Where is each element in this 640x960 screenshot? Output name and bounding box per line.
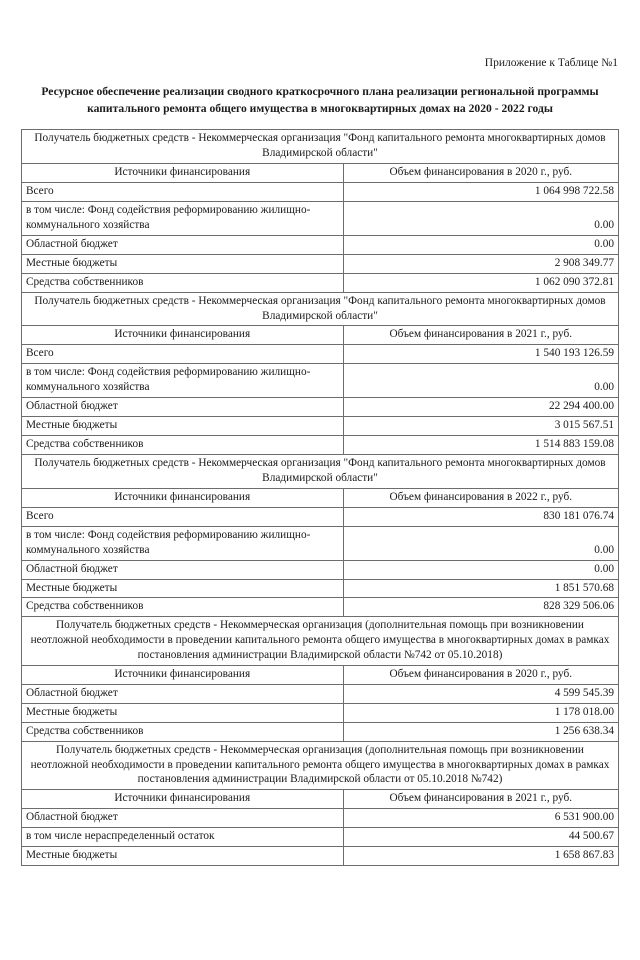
column-header-source: Источники финансирования [22, 326, 344, 345]
row-source-label: Средства собственников [22, 273, 344, 292]
row-amount-value: 1 256 638.34 [343, 722, 618, 741]
row-source-label: Местные бюджеты [22, 417, 344, 436]
column-header-amount: Объем финансирования в 2021 г., руб. [343, 326, 618, 345]
row-amount-value: 1 178 018.00 [343, 703, 618, 722]
row-amount-value: 4 599 545.39 [343, 684, 618, 703]
section-header-row [22, 741, 619, 790]
row-source-label: Областной бюджет [22, 560, 344, 579]
section-header-row [22, 454, 619, 488]
column-header-source: Источники финансирования [22, 488, 344, 507]
row-source-label: Местные бюджеты [22, 847, 344, 866]
row-source-label: в том числе: Фонд содействия реформированию жилищно-коммунального хозяйства [22, 364, 344, 398]
row-amount-value: 3 015 567.51 [343, 417, 618, 436]
column-header-amount: Объем финансирования в 2020 г., руб. [343, 164, 618, 183]
table-row [22, 703, 619, 722]
section-recipient-header: Получатель бюджетных средств - Некоммерческая организация "Фонд капитального ремонта многоквартирных домов Владимирской области" [22, 292, 619, 326]
section-recipient-header: Получатель бюджетных средств - Некоммерческая организация (дополнительная помощь при возникновении неотложной необходимости в проведении капитального ремонта общего имущества в многоквартирных домах в рамках постановления администрации Владимирской области от 05.10.2018 №742) [22, 741, 619, 790]
row-source-label: Всего [22, 507, 344, 526]
row-amount-value: 22 294 400.00 [343, 398, 618, 417]
row-amount-value: 2 908 349.77 [343, 254, 618, 273]
table-row [22, 183, 619, 202]
table-row [22, 364, 619, 398]
column-header-source: Источники финансирования [22, 666, 344, 685]
row-amount-value: 1 064 998 722.58 [343, 183, 618, 202]
section-header-row [22, 617, 619, 666]
page-title-line-2: капитального ремонта общего имущества в многоквартирных домах на 2020 - 2022 годы [87, 101, 553, 115]
row-amount-value: 1 540 193 126.59 [343, 345, 618, 364]
column-header-row [22, 488, 619, 507]
row-source-label: в том числе нераспределенный остаток [22, 828, 344, 847]
row-amount-value: 0.00 [343, 364, 618, 398]
section-header-row [22, 292, 619, 326]
table-row [22, 235, 619, 254]
table-row [22, 579, 619, 598]
section-recipient-header: Получатель бюджетных средств - Некоммерческая организация "Фонд капитального ремонта многоквартирных домов Владимирской области" [22, 130, 619, 164]
table-row [22, 398, 619, 417]
row-source-label: Всего [22, 345, 344, 364]
column-header-amount: Объем финансирования в 2022 г., руб. [343, 488, 618, 507]
row-source-label: Всего [22, 183, 344, 202]
row-amount-value: 1 851 570.68 [343, 579, 618, 598]
row-amount-value: 828 329 506.06 [343, 598, 618, 617]
financing-table-body [22, 130, 619, 866]
column-header-amount: Объем финансирования в 2020 г., руб. [343, 666, 618, 685]
row-amount-value: 6 531 900.00 [343, 809, 618, 828]
column-header-source: Источники финансирования [22, 790, 344, 809]
row-source-label: Областной бюджет [22, 398, 344, 417]
row-amount-value: 1 514 883 159.08 [343, 436, 618, 455]
column-header-row [22, 164, 619, 183]
row-source-label: Местные бюджеты [22, 579, 344, 598]
table-row [22, 345, 619, 364]
document-page [0, 56, 640, 960]
section-recipient-header: Получатель бюджетных средств - Некоммерческая организация "Фонд капитального ремонта многоквартирных домов Владимирской области" [22, 454, 619, 488]
column-header-row [22, 790, 619, 809]
table-row [22, 598, 619, 617]
page-title-line-1: Ресурсное обеспечение реализации сводного краткосрочного плана реализации региональной программы [41, 85, 599, 99]
row-source-label: Местные бюджеты [22, 703, 344, 722]
row-amount-value: 0.00 [343, 560, 618, 579]
section-recipient-header: Получатель бюджетных средств - Некоммерческая организация (дополнительная помощь при возникновении неотложной необходимости в проведении капитального ремонта общего имущества в многоквартирных домах в рамках постановления администрации Владимирской области №742 от 05.10.2018) [22, 617, 619, 666]
row-amount-value: 830 181 076.74 [343, 507, 618, 526]
row-source-label: Областной бюджет [22, 684, 344, 703]
table-row [22, 526, 619, 560]
row-source-label: Областной бюджет [22, 235, 344, 254]
row-amount-value: 0.00 [343, 235, 618, 254]
row-amount-value: 1 658 867.83 [343, 847, 618, 866]
row-amount-value: 0.00 [343, 526, 618, 560]
row-amount-value: 44 500.67 [343, 828, 618, 847]
row-source-label: Средства собственников [22, 722, 344, 741]
table-row [22, 507, 619, 526]
table-row [22, 828, 619, 847]
table-row [22, 684, 619, 703]
table-row [22, 809, 619, 828]
row-source-label: Областной бюджет [22, 809, 344, 828]
row-source-label: Средства собственников [22, 436, 344, 455]
page-title [21, 84, 619, 117]
section-header-row [22, 130, 619, 164]
table-row [22, 722, 619, 741]
row-amount-value: 1 062 090 372.81 [343, 273, 618, 292]
row-source-label: Местные бюджеты [22, 254, 344, 273]
column-header-row [22, 326, 619, 345]
row-source-label: Средства собственников [22, 598, 344, 617]
column-header-row [22, 666, 619, 685]
row-source-label: в том числе: Фонд содействия реформированию жилищно-коммунального хозяйства [22, 201, 344, 235]
table-row [22, 273, 619, 292]
column-header-source: Источники финансирования [22, 164, 344, 183]
column-header-amount: Объем финансирования в 2021 г., руб. [343, 790, 618, 809]
table-row [22, 560, 619, 579]
row-source-label: в том числе: Фонд содействия реформированию жилищно-коммунального хозяйства [22, 526, 344, 560]
appendix-label: Приложение к Таблице №1 [484, 57, 618, 69]
financing-table [21, 129, 619, 866]
table-row [22, 254, 619, 273]
table-row [22, 847, 619, 866]
table-row [22, 417, 619, 436]
table-row [22, 436, 619, 455]
row-amount-value: 0.00 [343, 201, 618, 235]
table-row [22, 201, 619, 235]
